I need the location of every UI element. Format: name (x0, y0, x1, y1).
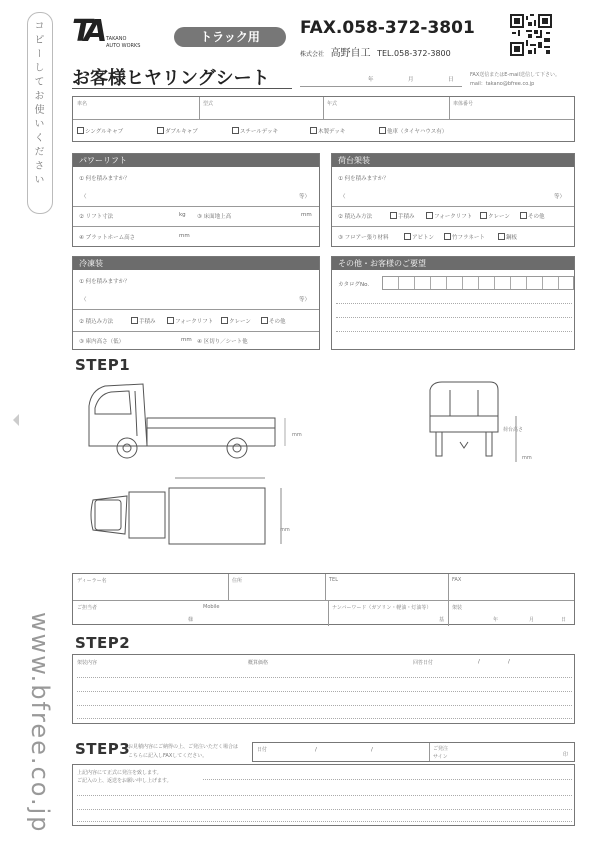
truck-top-diagram (85, 470, 305, 560)
mobile-label: Mobile (203, 604, 220, 610)
step3-desc2: こちらに記入しFAXしてください。 (128, 753, 208, 759)
day-label: 日 (561, 617, 567, 623)
date-month: 月 (408, 77, 414, 83)
power-lift-title: パワーリフト (73, 154, 319, 167)
catalog-number-boxes[interactable] (382, 276, 574, 290)
ld-method-forklift[interactable]: フォークリフト (426, 212, 472, 220)
top-mm-label: mm (280, 527, 290, 533)
contact-label: ご担当者 (77, 605, 98, 611)
qr-code (510, 14, 552, 56)
logo-line2: AUTO WORKS (106, 43, 141, 49)
company-logo (72, 16, 154, 56)
step3-remarks-section (72, 764, 575, 826)
date-day: 日 (448, 77, 454, 83)
option-single-cab[interactable]: シングルキャブ (77, 127, 123, 135)
option-wood-deck[interactable]: 木製デッキ (310, 127, 345, 135)
cold-storage-title: 冷凍装 (73, 257, 319, 270)
vehicle-year-label: 年式 (327, 101, 338, 107)
cs-mm: mm (181, 337, 192, 343)
option-other-vehicle[interactable]: 他車（タイヤハウス有） (379, 127, 447, 135)
ld-floor-label: ③ フロアー張り材料 (338, 235, 389, 241)
truck-side-diagram (85, 376, 305, 466)
side-mm-label: mm (292, 432, 302, 438)
rear-mm-label: mm (522, 455, 532, 461)
date-year: 年 (368, 77, 374, 83)
ki-label: 基 (439, 617, 445, 623)
step3-date-label: 日付 (257, 747, 268, 753)
year-label: 年 (493, 617, 499, 623)
pl-mm: mm (301, 212, 312, 218)
step3-slash2: / (371, 747, 373, 753)
truck-rear-diagram (420, 376, 550, 466)
ld-method-other[interactable]: その他 (520, 212, 545, 220)
requests-title: その他・お客様のご要望 (332, 257, 574, 270)
dealer-name-label: ディーラー名 (77, 578, 107, 584)
step3-label: STEP3 (75, 740, 131, 758)
ld-q1-open: （ (340, 194, 346, 200)
pl-mm2: mm (179, 233, 190, 239)
step3-sign-label: ご発注 (433, 746, 449, 752)
logo-line1: TAKANO (106, 36, 127, 42)
website-vertical: www.bfree.co.jp (26, 612, 54, 834)
power-lift-section (72, 153, 320, 247)
ld-q1-label: ① 何を積みますか？ (338, 176, 389, 182)
dealer-info-section (72, 573, 575, 625)
truck-badge: トラック用 (174, 27, 286, 47)
loading-deck-section (331, 153, 575, 247)
vehicle-name-label: 車名 (77, 101, 88, 107)
company-tel: TEL.058-372-3800 (377, 49, 451, 58)
step3-slash1: / (315, 747, 317, 753)
step2-slash2: / (508, 659, 510, 665)
logo-mark: TA (72, 14, 102, 49)
cs-q1-unit: 等） (299, 297, 311, 303)
side-arrow-icon (13, 414, 19, 426)
body-label: 架装 (452, 605, 463, 611)
step2-slash1: / (478, 659, 480, 665)
pl-floor-height: ③ 床面地上高 (197, 214, 232, 220)
pl-platform: ④ プラットホーム高さ (79, 235, 136, 241)
vehicle-model-label: 型式 (203, 101, 214, 107)
send-email: mail：takano@bfree.co.jp (470, 81, 535, 87)
pl-kg: kg (179, 212, 186, 218)
step2-answer-label: 回答日付 (413, 660, 434, 666)
dealer-address-label: 住所 (232, 578, 243, 584)
pl-q1-label: ① 何を積みますか？ (79, 176, 130, 182)
step3-sign-sub: サイン (433, 754, 448, 760)
step2-price-label: 概算価格 (248, 660, 269, 666)
loading-deck-title: 荷台架装 (332, 154, 574, 167)
ld-q1-unit: 等） (554, 194, 566, 200)
pl-q1-open: （ (81, 194, 87, 200)
option-steel-deck[interactable]: スチールデッキ (232, 127, 278, 135)
dealer-tel-label: TEL (329, 577, 338, 583)
company-info (300, 44, 451, 59)
fax-number: FAX.058-372-3801 (300, 18, 475, 38)
ld-method-crane[interactable]: クレーン (480, 212, 510, 220)
ld-method-hand[interactable]: 手積み (390, 212, 415, 220)
step3-remarks1: 上記内容にて正式に発注を致します。 (77, 770, 162, 776)
pl-q1-unit: 等） (299, 194, 311, 200)
cs-q1-open: （ (81, 297, 87, 303)
rear-height-label: 荷台高さ (503, 427, 524, 433)
cs-q1-label: ① 何を積みますか？ (79, 279, 130, 285)
send-note: FAX送信またはE-mail送信して下さい。 (470, 72, 560, 78)
month-label: 月 (529, 617, 535, 623)
company-name: 高野自工 (330, 48, 371, 59)
pl-lift-size: ② リフト寸法 (79, 214, 114, 220)
dealer-fax-label: FAX (452, 577, 462, 583)
cs-method-label: ② 積込み方法 (79, 319, 114, 325)
ld-floor-steel[interactable]: 鋼板 (498, 233, 517, 241)
cs-other: ④ 区切り／シート他 (197, 339, 248, 345)
step3-desc1: お見積内容にご納得の上、ご発注いただく場合は (128, 744, 239, 750)
cs-ceiling: ③ 庫内高さ（低） (79, 339, 125, 345)
requests-section (331, 256, 575, 350)
step2-section (72, 654, 575, 724)
step3-order-box[interactable] (252, 742, 575, 762)
step3-seal: 印 (563, 752, 569, 758)
sama-label: 様 (188, 617, 194, 623)
option-double-cab[interactable]: ダブルキャブ (157, 127, 198, 135)
cs-method-forklift[interactable]: フォークリフト (167, 317, 213, 325)
vehicle-info-section (72, 96, 575, 142)
company-prefix: 株式会社 (300, 51, 325, 58)
vehicle-serial-label: 車体番号 (453, 101, 474, 107)
cs-method-other[interactable]: その他 (261, 317, 286, 325)
cs-method-hand[interactable]: 手積み (131, 317, 156, 325)
side-note: コピーしてお使いください (32, 20, 43, 188)
cold-storage-section (72, 256, 320, 350)
date-field[interactable] (300, 72, 462, 87)
ld-floor-bamboo[interactable]: 竹フラネート (444, 233, 485, 241)
step3-remarks2: ご記入の上、返送をお願い申し上げます。 (77, 778, 172, 784)
ld-method-label: ② 積込み方法 (338, 214, 373, 220)
step2-content-label: 架装内容 (77, 660, 98, 666)
page-title: お客様ヒヤリングシート (72, 68, 270, 89)
cs-method-crane[interactable]: クレーン (221, 317, 251, 325)
step1-label: STEP1 (75, 356, 131, 374)
step2-label: STEP2 (75, 634, 131, 652)
catalog-label: カタログNo. (338, 282, 370, 288)
ld-floor-apiton[interactable]: アピトン (404, 233, 434, 241)
fuel-label: ナンバーワード（ガソリン・軽油・灯油等） (332, 605, 432, 611)
